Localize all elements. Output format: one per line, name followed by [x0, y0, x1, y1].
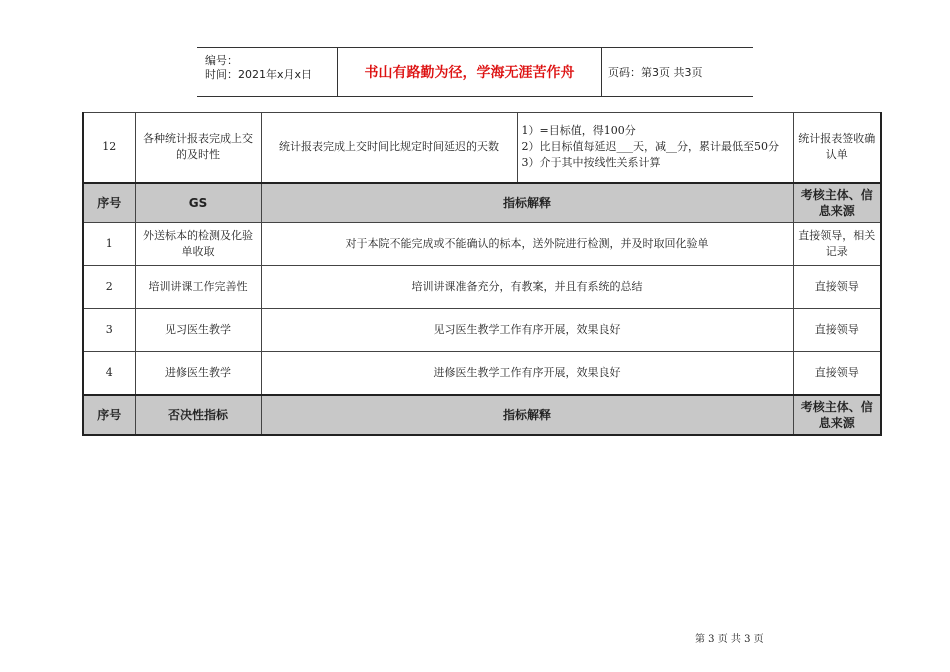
col-no: 序号 — [83, 183, 135, 223]
col-explain: 指标解释 — [261, 183, 793, 223]
row-no: 3 — [83, 309, 135, 352]
row-name: 各种统计报表完成上交的及时性 — [135, 113, 261, 183]
row-source: 直接领导 — [793, 266, 881, 309]
row-name: 培训讲课工作完善性 — [135, 266, 261, 309]
row-explain: 进修医生教学工作有序开展，效果良好 — [261, 352, 793, 395]
row-no: 4 — [83, 352, 135, 395]
col-name: GS — [135, 183, 261, 223]
row-no: 1 — [83, 223, 135, 266]
table-row — [83, 113, 881, 183]
col-explain: 指标解释 — [261, 395, 793, 435]
row-name: 外送标本的检测及化验单收取 — [135, 223, 261, 266]
col-source: 考核主体、信息来源 — [793, 395, 881, 435]
rule-line: 3）介于其中按线性关系计算 — [521, 156, 661, 170]
row-no: 12 — [83, 113, 135, 183]
row-source: 统计报表签收确认单 — [793, 113, 881, 183]
row-source: 直接领导 — [793, 309, 881, 352]
row-explain: 见习医生教学工作有序开展，效果良好 — [261, 309, 793, 352]
table-row — [83, 309, 881, 352]
assessment-table — [82, 112, 882, 436]
row-rules — [517, 113, 793, 183]
rule-line: 1）=目标值，得100分 — [521, 124, 636, 138]
page-header — [197, 47, 753, 97]
col-source: 考核主体、信息来源 — [793, 183, 881, 223]
col-name: 否决性指标 — [135, 395, 261, 435]
row-definition: 统计报表完成上交时间比规定时间延迟的天数 — [261, 113, 517, 183]
table-header-veto — [83, 395, 881, 435]
header-meta — [197, 48, 338, 96]
page-footer: 第 3 页 共 3 页 — [695, 634, 764, 645]
row-name: 见习医生教学 — [135, 309, 261, 352]
table-row — [83, 223, 881, 266]
row-source: 直接领导，相关记录 — [793, 223, 881, 266]
number-label: 编号： — [205, 54, 238, 67]
row-explain: 对于本院不能完成或不能确认的标本，送外院进行检测，并及时取回化验单 — [261, 223, 793, 266]
col-no: 序号 — [83, 395, 135, 435]
row-name: 进修医生教学 — [135, 352, 261, 395]
time-label: 时间：2021年x月x日 — [205, 68, 313, 81]
row-explain: 培训讲课准备充分，有教案，并且有系统的总结 — [261, 266, 793, 309]
table-row — [83, 352, 881, 395]
row-source: 直接领导 — [793, 352, 881, 395]
rule-line: 2）比目标值每延迟___天，减__分，累计最低至50分 — [521, 140, 779, 154]
motto: 书山有路勤为径，学海无涯苦作舟 — [338, 48, 602, 96]
table-row — [83, 266, 881, 309]
page-label: 页码：第3页 共3页 — [608, 66, 703, 79]
row-no: 2 — [83, 266, 135, 309]
table-header-gs — [83, 183, 881, 223]
